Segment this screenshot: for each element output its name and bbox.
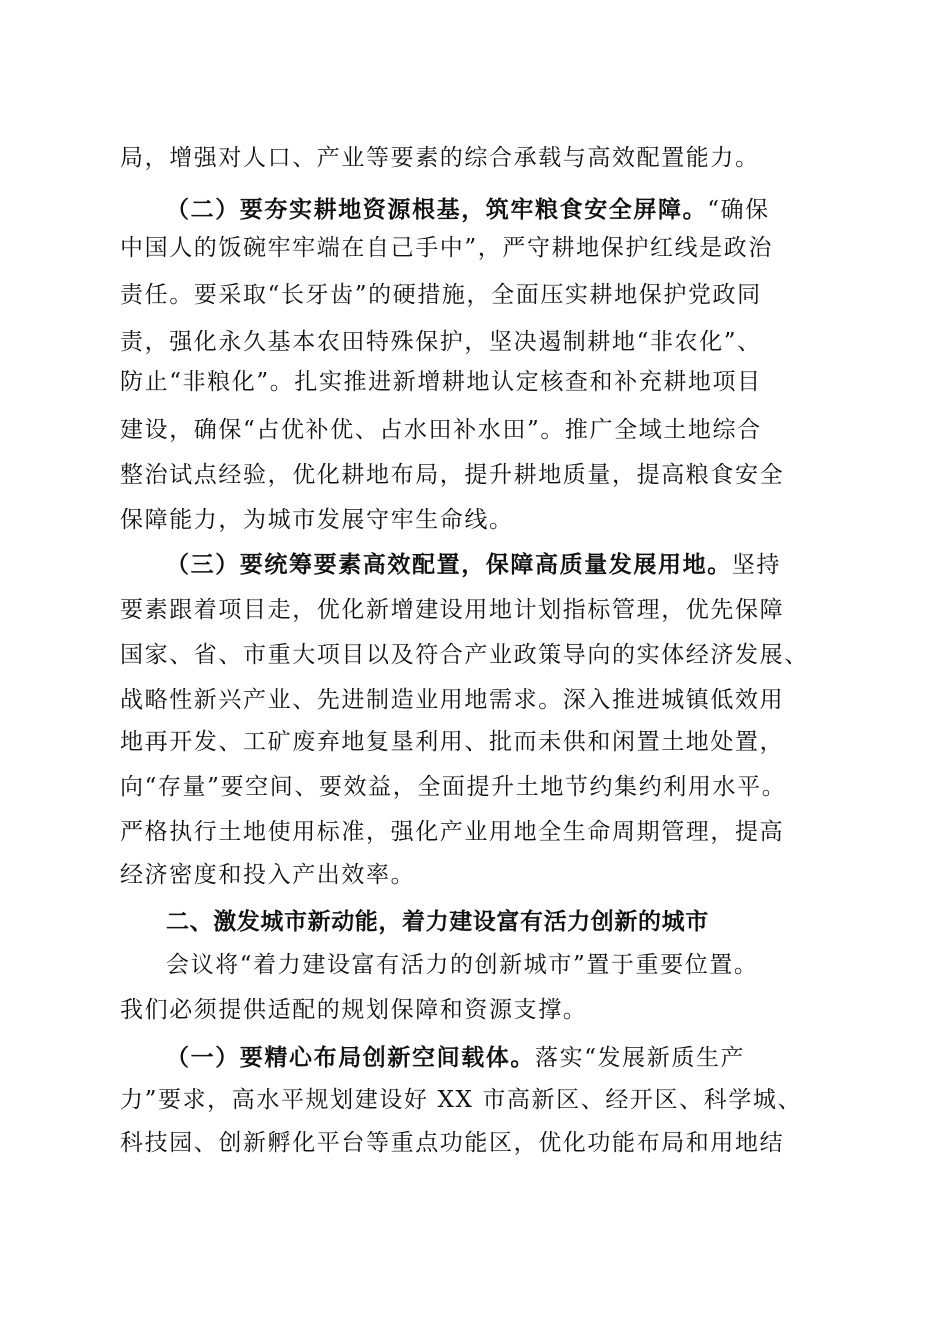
line-text: 严格执行土地使用标准，强化产业用地全生命周期管理，提高 xyxy=(120,819,785,845)
paragraph-line xyxy=(120,410,850,450)
line-text: 经济密度和投入产出效率。 xyxy=(120,862,416,888)
line-text: 向“存量”要空间、要效益，全面提升土地节约集约利用水平。 xyxy=(120,774,787,800)
paragraph-line xyxy=(120,635,850,675)
line-text: 中国人的饭碗牢牢端在自己手中”，严守耕地保护红线是政治 xyxy=(120,235,773,261)
section-title: （一）要精心布局创新空间载体。 xyxy=(166,1044,535,1071)
line-text: 科技园、创新孵化平台等重点功能区，优化功能布局和用地结 xyxy=(120,1130,785,1156)
line-text: “确保 xyxy=(707,197,770,223)
paragraph-line xyxy=(120,990,850,1030)
paragraph-line xyxy=(120,322,850,362)
paragraph-line xyxy=(120,590,850,630)
paragraph-line xyxy=(120,500,850,540)
line-text: 建设，确保“占优补优、占水田补水田”。推广全域土地综合 xyxy=(120,417,762,443)
line-text: 责任。要采取“长牙齿”的硬措施，全面压实耕地保护党政同 xyxy=(120,282,762,308)
section-title-line xyxy=(120,1038,896,1078)
section-title: （二）要夯实耕地资源根基，筑牢粮食安全屏障。 xyxy=(166,196,708,223)
line-text: 国家、省、市重大项目以及符合产业政策导向的实体经济发展、 xyxy=(120,642,809,668)
line-text: 要素跟着项目走，优化新增建设用地计划指标管理，优先保障 xyxy=(120,597,785,623)
line-text: 保障能力，为城市发展守牢生命线。 xyxy=(120,507,514,533)
line-text: 防止“非粮化”。扎实推进新增耕地认定核查和补充耕地项目 xyxy=(120,369,762,395)
paragraph-line xyxy=(120,680,850,720)
paragraph-line xyxy=(120,275,850,315)
paragraph-line xyxy=(120,455,850,495)
section-title-line xyxy=(120,545,896,585)
line-text: 我们必须提供适配的规划保障和资源支撑。 xyxy=(120,997,588,1023)
paragraph-line xyxy=(120,812,850,852)
paragraph-line xyxy=(120,362,850,402)
chapter-heading-line xyxy=(120,902,896,942)
section-title-line xyxy=(120,190,896,230)
line-text: 整治试点经验，优化耕地布局，提升耕地质量，提高粮食安全 xyxy=(120,462,785,488)
paragraph-line xyxy=(120,1080,850,1120)
section-title: （三）要统筹要素高效配置，保障高质量发展用地。 xyxy=(166,551,732,578)
chapter-heading: 二、激发城市新动能，着力建设富有活力创新的城市 xyxy=(166,909,709,935)
paragraph-line xyxy=(120,228,850,268)
paragraph-line xyxy=(120,767,850,807)
paragraph-line xyxy=(120,855,850,895)
paragraph-line xyxy=(120,138,850,178)
line-text: 战略性新兴产业、先进制造业用地需求。深入推进城镇低效用 xyxy=(120,687,785,713)
paragraph-line xyxy=(120,1123,850,1163)
line-text: 责，强化永久基本农田特殊保护，坚决遏制耕地“非农化”、 xyxy=(120,329,762,355)
line-text: 力”要求，高水平规划建设好 XX 市高新区、经开区、科学城、 xyxy=(120,1087,803,1113)
line-text: 会议将“着力建设富有活力的创新城市”置于重要位置。 xyxy=(166,952,759,978)
line-text: 局，增强对人口、产业等要素的综合承载与高效配置能力。 xyxy=(120,145,760,171)
paragraph-line xyxy=(120,945,896,985)
line-text: 坚持 xyxy=(731,552,782,578)
line-text: 地再开发、工矿废弃地复垦利用、批而未供和闲置土地处置， xyxy=(120,729,785,755)
paragraph-line xyxy=(120,722,850,762)
line-text: 落实“发展新质生产 xyxy=(535,1045,746,1071)
